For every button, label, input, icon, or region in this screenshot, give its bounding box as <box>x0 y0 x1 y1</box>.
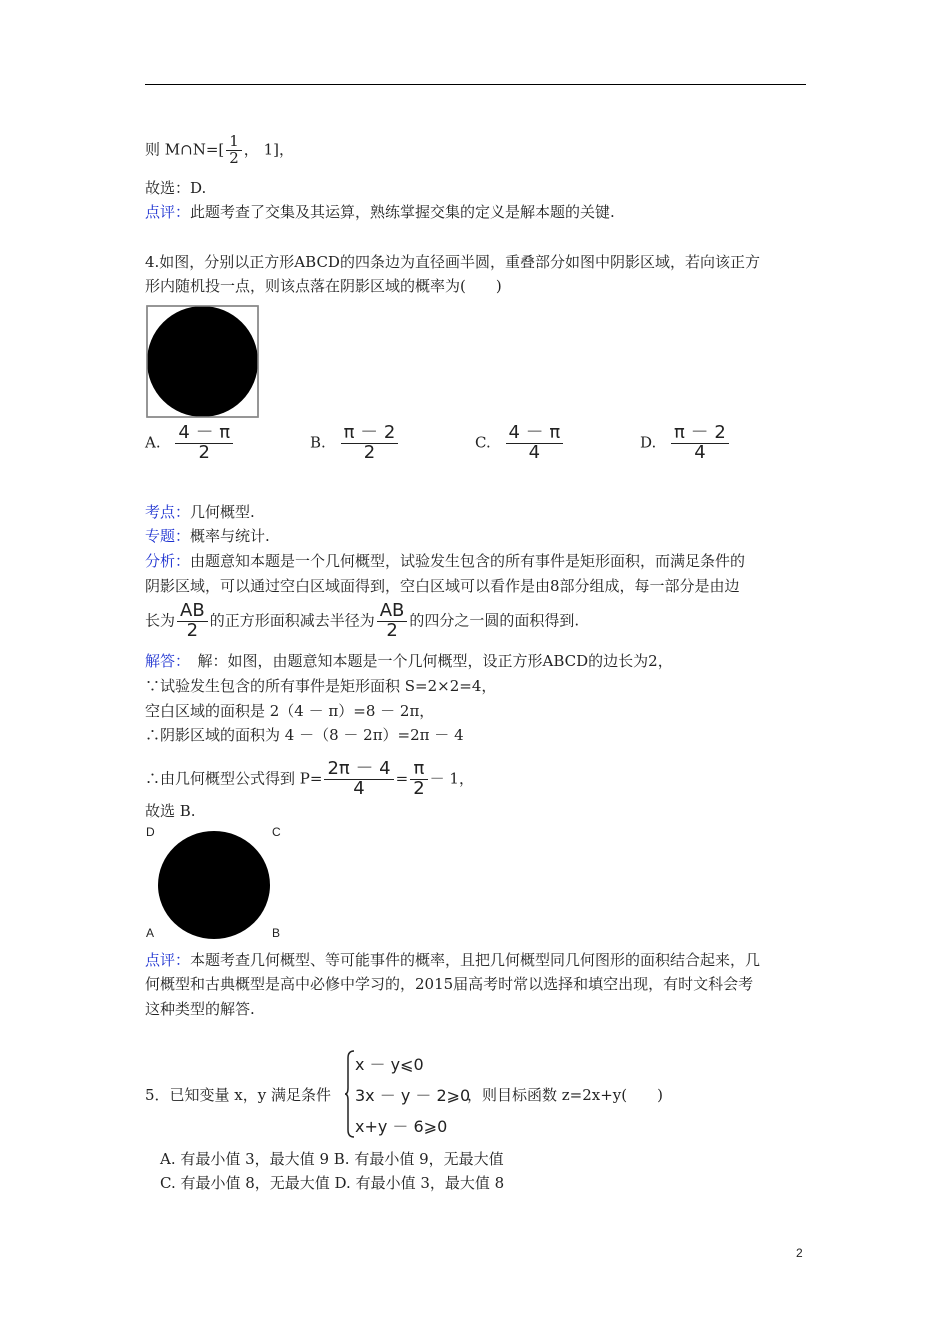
q4-comment-label: 点评： <box>145 951 191 969</box>
option-d-letter: D. <box>640 433 657 452</box>
jieda-line5 <box>145 760 474 799</box>
fenxi-frac1 <box>177 602 208 641</box>
condition-3: x+y － 6⩾0 <box>355 1117 448 1136</box>
intersection-suffix: ， 1]， <box>243 140 294 159</box>
fenxi-text3a: 长为 <box>145 611 176 630</box>
q4-comment-line2: 何概型和古典概型是高中必修中学习的，2015届高考时常以选择和填空出现，有时文科会考 <box>145 975 754 993</box>
fenxi-frac2-den: 2 <box>386 619 398 641</box>
q5-stem-a: 5．已知变量 x，y 满足条件 <box>145 1086 332 1104</box>
q5-options-line2: C. 有最小值 8，无最大值 D. 有最小值 3，最大值 8 <box>160 1174 505 1192</box>
labeled-figure <box>144 825 289 943</box>
q3-answer: 故选：D. <box>145 179 207 197</box>
jieda-text5a: ∴由几何概型公式得到 P= <box>145 769 323 788</box>
option-a-letter: A. <box>145 433 161 452</box>
option-d-den: 4 <box>694 441 706 463</box>
jieda-text1: 解：如图，由题意知本题是一个几何概型，设正方形ABCD的边长为2， <box>182 652 673 670</box>
jieda-text5b: － 1， <box>429 769 474 788</box>
option-b-fraction <box>341 424 399 463</box>
vertex-b-label: B <box>272 926 281 940</box>
q4-stem-line1: 4.如图，分别以正方形ABCD的四条边为直径画半圆，重叠部分如图中阴影区域，若向该正方 <box>145 253 760 271</box>
option-b-letter: B. <box>310 433 326 452</box>
q4-stem-line2: 形内随机投一点，则该点落在阴影区域的概率为( ) <box>145 277 502 295</box>
jieda-line1 <box>145 651 673 671</box>
option-d <box>640 424 731 463</box>
vertex-c-label: C <box>272 825 281 839</box>
fenxi-frac1-den: 2 <box>186 619 199 641</box>
q4-comment-text1: 本题考查几何概型、等可能事件的概率，且把几何概型同几何图形的面积结合起来，几 <box>190 951 761 969</box>
option-c-letter: C. <box>475 433 491 452</box>
pi-half-den: 2 <box>413 777 425 799</box>
kaodian <box>145 502 255 522</box>
frac-denominator: 2 <box>229 148 239 167</box>
fenxi-label: 分析： <box>145 552 191 570</box>
probability-fraction <box>324 760 393 799</box>
q5-stem-b: ，则目标函数 z=2x+y( ) <box>467 1086 663 1104</box>
fenxi-text3b: 的正方形面积减去半径为 <box>209 611 375 630</box>
intersection-prefix: 则 M∩N=[ <box>145 140 225 159</box>
prob-frac-den: 4 <box>353 777 365 799</box>
condition-1: x － y⩽0 <box>355 1055 424 1074</box>
jieda-line4: ∴阴影区域的面积为 4 －（8 － 2π）=2π － 4 <box>145 726 464 744</box>
option-c-den: 4 <box>528 441 541 463</box>
pi-half-num: π <box>410 760 427 780</box>
jieda-label: 解答： <box>145 652 183 670</box>
option-a <box>145 424 235 463</box>
fenxi-text1: 由题意知本题是一个几何概型，试验发生包含的所有事件是矩形面积，而满足条件的 <box>190 552 746 570</box>
q4-comment-line1 <box>145 950 760 970</box>
vertex-d-label: D <box>146 825 155 839</box>
fenxi-line2: 阴影区域，可以通过空白区域面得到，空白区域可以看作是由8部分组成，每一部分是由边 <box>145 577 740 595</box>
option-a-fraction <box>175 424 233 463</box>
petal-square-figure <box>146 305 259 418</box>
option-c-num: 4 － π <box>506 424 564 444</box>
constraint-system <box>345 1050 485 1138</box>
zhuanti-text: 概率与统计. <box>190 527 270 545</box>
kaodian-label: 考点： <box>145 503 191 521</box>
fenxi-frac1-num: AB <box>177 602 208 622</box>
page-number: 2 <box>796 1246 803 1260</box>
frac-numerator: 1 <box>226 134 242 151</box>
pi-half-fraction <box>410 760 427 799</box>
option-c <box>475 424 565 463</box>
option-b-den: 2 <box>363 441 376 463</box>
jieda-line3: 空白区域的面积是 2（4 － π）=8 － 2π， <box>145 702 435 720</box>
zhuanti-label: 专题： <box>145 527 191 545</box>
jieda-line6: 故选 B. <box>145 802 196 820</box>
option-d-num: π － 2 <box>671 424 729 444</box>
kaodian-text: 几何概型. <box>190 503 255 521</box>
q5-options-line1: A. 有最小值 3，最大值 9 B. 有最小值 9，无最大值 <box>160 1150 504 1168</box>
labeled-petal-square <box>158 831 270 939</box>
left-brace-icon <box>345 1050 355 1138</box>
comment-text: 此题考查了交集及其运算，熟练掌握交集的定义是解本题的关键. <box>190 203 615 221</box>
q4-comment-line3: 这种类型的解答. <box>145 1000 255 1018</box>
comment-label: 点评： <box>145 203 191 221</box>
fraction-half <box>226 134 242 167</box>
jieda-line2: ∵试验发生包含的所有事件是矩形面积 S=2×2=4， <box>145 677 497 695</box>
fenxi-frac2 <box>377 602 408 641</box>
option-d-fraction <box>671 424 729 463</box>
option-b <box>310 424 400 463</box>
fenxi-text3c: 的四分之一圆的面积得到. <box>409 611 580 630</box>
zhuanti <box>145 526 270 546</box>
q3-comment <box>145 202 615 222</box>
fenxi-line3 <box>145 602 579 641</box>
fenxi-line1 <box>145 551 745 571</box>
fenxi-frac2-num: AB <box>377 602 408 622</box>
option-c-fraction <box>506 424 564 463</box>
condition-2: 3x － y － 2⩾0 <box>355 1086 471 1105</box>
vertex-a-label: A <box>146 926 155 940</box>
header-rule <box>145 84 806 85</box>
option-b-num: π － 2 <box>341 424 399 444</box>
intersection-result <box>145 134 294 167</box>
option-a-den: 2 <box>198 441 210 463</box>
option-a-num: 4 － π <box>175 424 233 444</box>
equals-sign: = <box>395 769 409 788</box>
prob-frac-num: 2π － 4 <box>324 760 393 780</box>
